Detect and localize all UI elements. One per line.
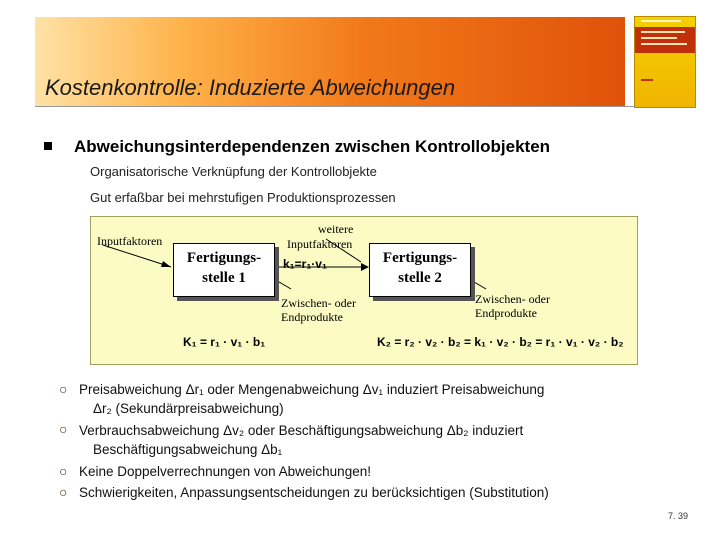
stage-2-line1: Fertigungs-: [382, 250, 458, 266]
cost-formula-stage-1: K₁ = r₁ · v₁ · b₁: [183, 335, 266, 349]
page-number: 7. 39: [668, 511, 689, 521]
main-bullet-text: Abweichungsinterdependenzen zwischen Kontrollobjekten: [74, 137, 551, 156]
bullet-1-line-1: Preisabweichung Δr₁ oder Mengenabweichung Δv₁ induziert Preisabweichung: [79, 382, 545, 397]
circle-bullet-icon: ○: [59, 484, 68, 500]
production-stage-2-box: [369, 243, 471, 297]
bullet-3-text: Keine Doppelverrechnungen von Abweichungen!: [79, 464, 371, 479]
output-2-label-2: Endprodukte: [475, 306, 537, 320]
stage-1-line2: stelle 1: [202, 270, 246, 286]
sub-point-2: Gut erfaßbar bei mehrstufigen Produktionsprozessen: [90, 190, 396, 205]
book-cover-image: [634, 16, 696, 108]
circle-bullet-icon: ○: [59, 421, 68, 437]
production-stage-1-box: [173, 243, 275, 297]
circle-bullet-icon: ○: [59, 381, 68, 397]
production-flow-diagram: [90, 216, 638, 365]
stage-2-line2: stelle 2: [398, 270, 442, 286]
bullet-2-line-2: Beschäftigungsabweichung Δb₁: [93, 442, 283, 457]
output-1-label-2: Endprodukte: [281, 310, 343, 324]
square-bullet-icon: [44, 142, 52, 150]
k-formula-label: k₁=r₁·v₁: [283, 257, 327, 271]
input-factors-label: Inputfaktoren: [97, 234, 163, 248]
slide-title: Kostenkontrolle: Induzierte Abweichungen: [45, 75, 456, 100]
cost-formula-stage-2: K₂ = r₂ · v₂ · b₂ = k₁ · v₂ · b₂ = r₁ · v₁ · v₂ · b₂: [377, 335, 624, 349]
output-2-label-1: Zwischen- oder: [475, 292, 550, 306]
further-inputs-label-1: weitere: [318, 222, 354, 236]
stage-1-line1: Fertigungs-: [186, 250, 262, 266]
bullet-4-text: Schwierigkeiten, Anpassungsentscheidungen zu berücksichtigen (Substitution): [79, 485, 549, 500]
further-inputs-label-2: Inputfaktoren: [287, 237, 353, 251]
title-divider: [35, 106, 635, 107]
sub-point-1: Organisatorische Verknüpfung der Kontrollobjekte: [90, 164, 377, 179]
output-1-label-1: Zwischen- oder: [281, 296, 356, 310]
circle-bullet-icon: ○: [59, 463, 68, 479]
bullet-2-line-1: Verbrauchsabweichung Δv₂ oder Beschäftigungsabweichung Δb₂ induziert: [79, 423, 524, 438]
bullet-1-line-2: Δr₂ (Sekundärpreisabweichung): [93, 401, 284, 416]
